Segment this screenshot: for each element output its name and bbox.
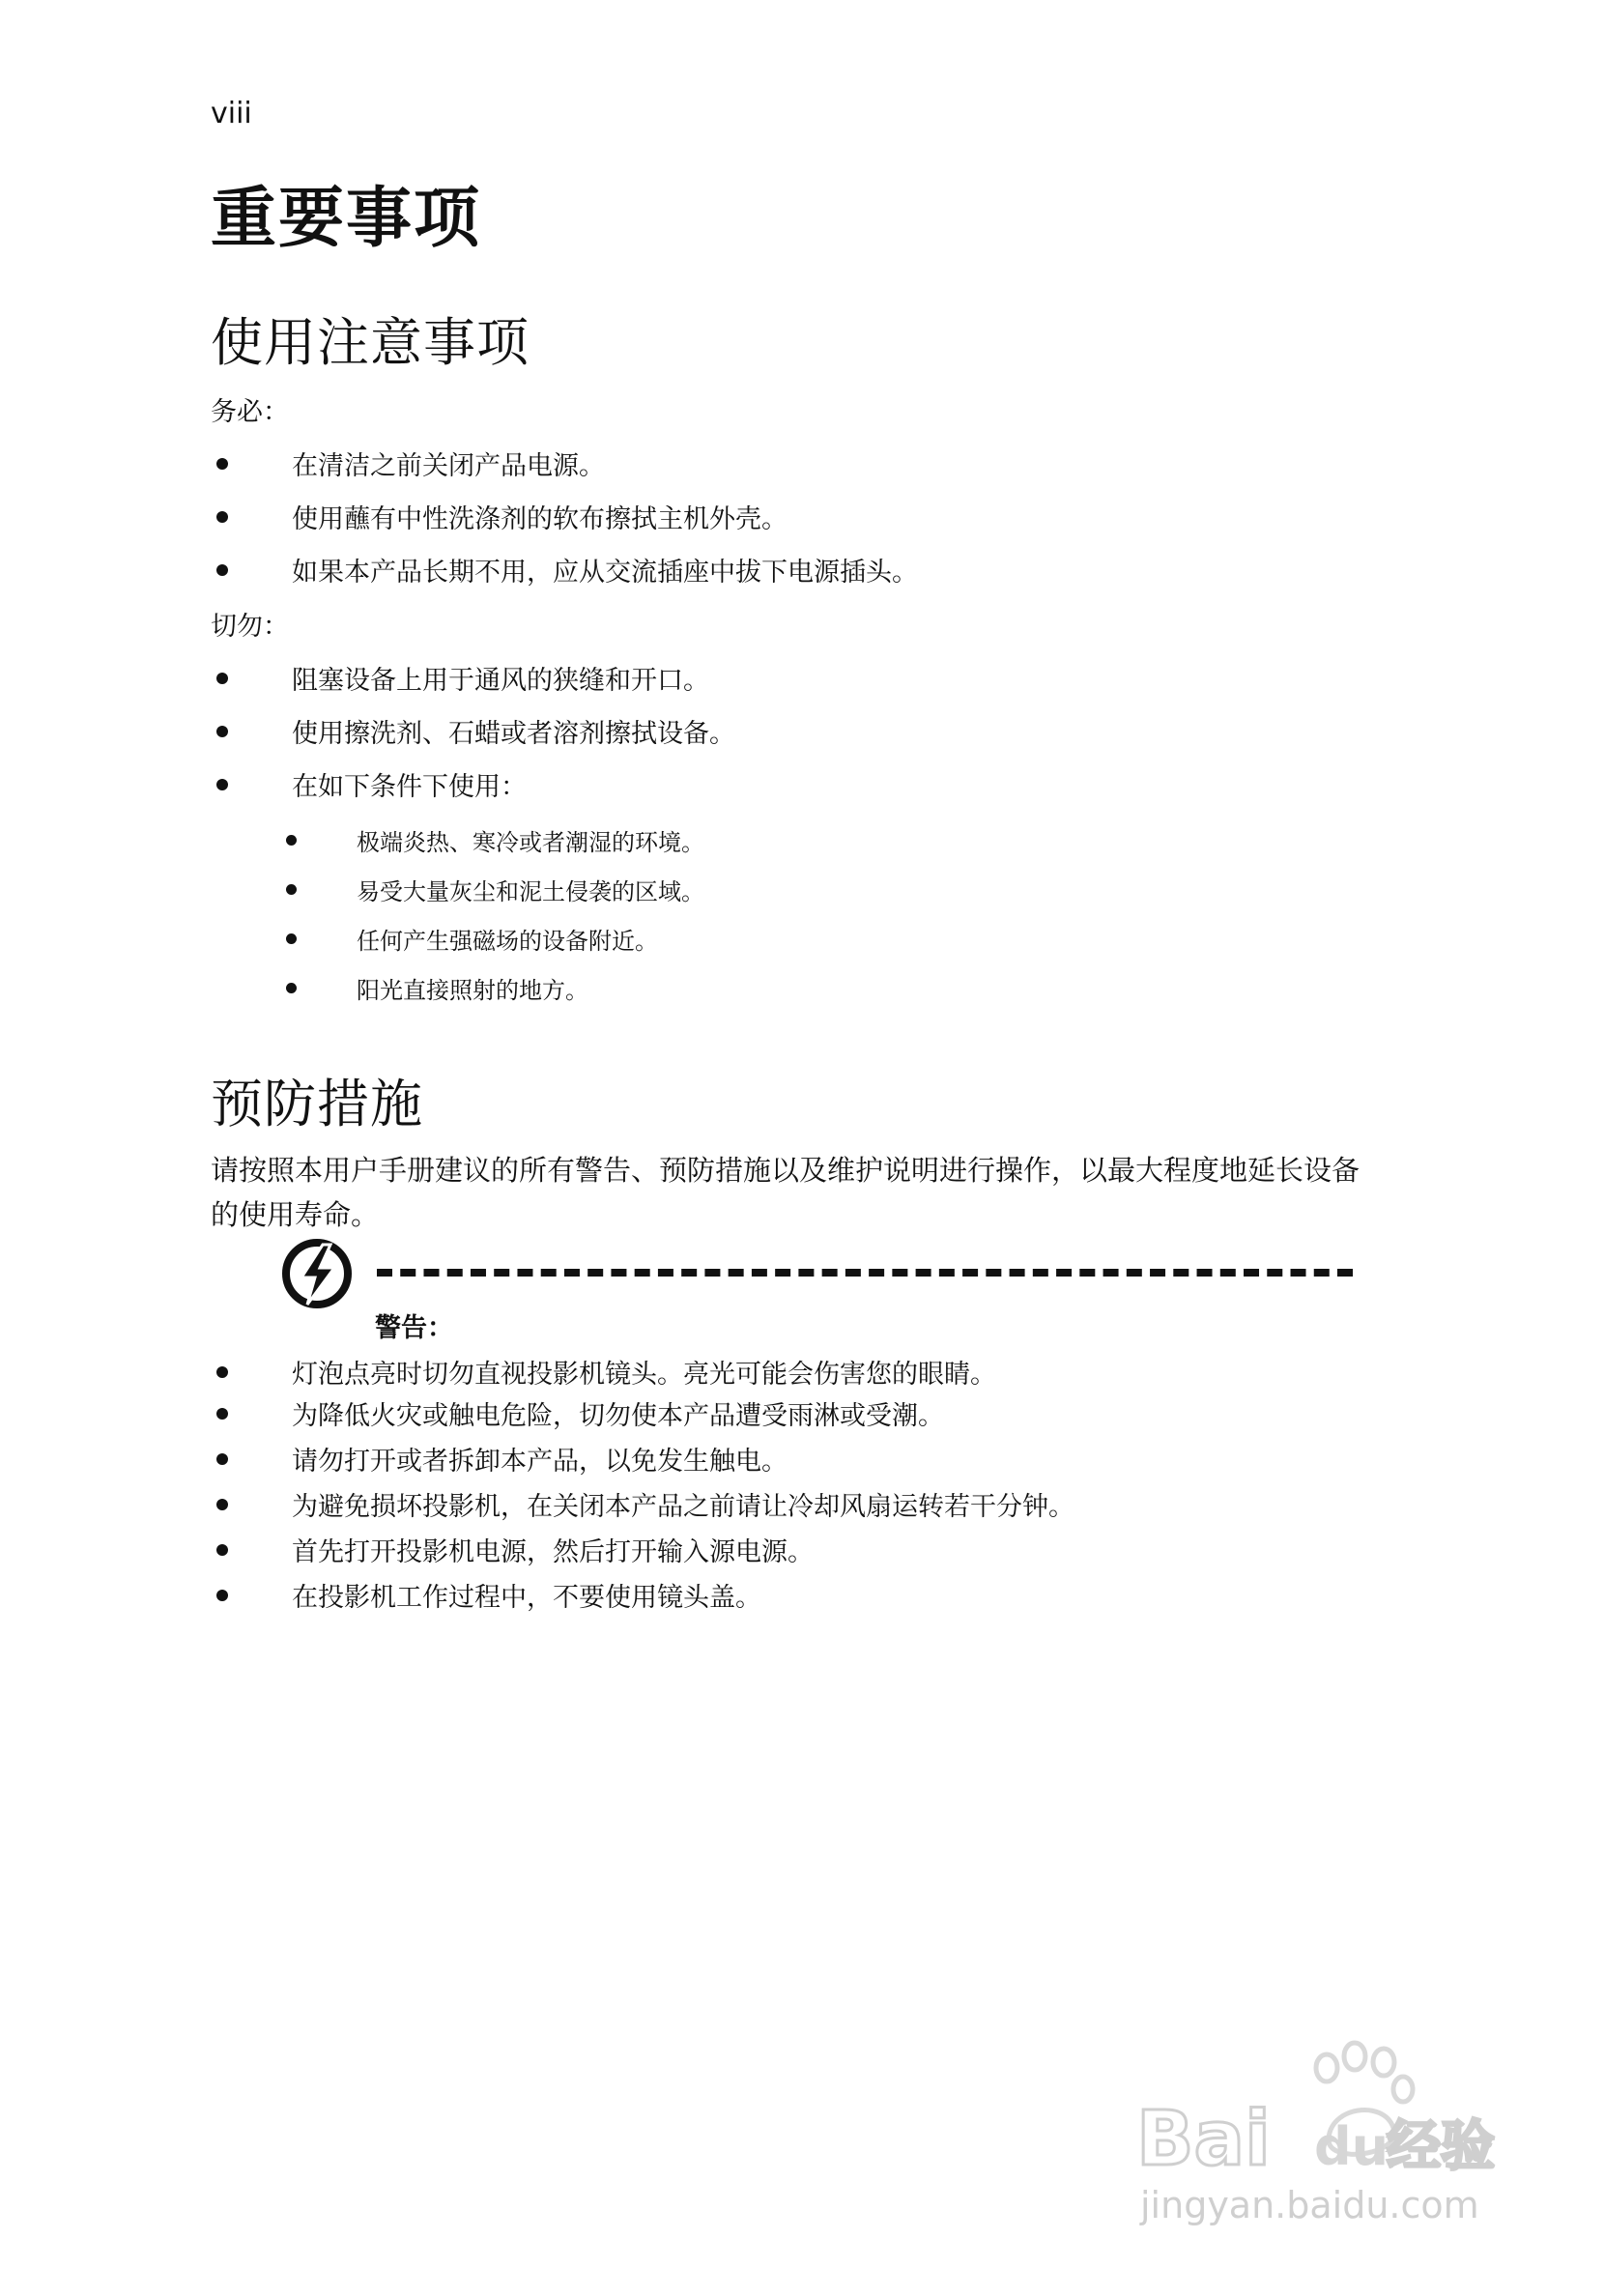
paw-toe bbox=[1373, 2049, 1394, 2076]
watermark-brand: Bai bbox=[1136, 2096, 1271, 2183]
warning-divider bbox=[377, 1269, 1353, 1277]
warning-item: 请勿打开或者拆卸本产品，以免发生触电。 bbox=[211, 1440, 788, 1478]
watermark-url: jingyan.baidu.com bbox=[1140, 2184, 1479, 2226]
paw-toe bbox=[1316, 2054, 1337, 2081]
warning-item: 在投影机工作过程中，不要使用镜头盖。 bbox=[211, 1576, 761, 1614]
watermark-brand-cn: 经验 bbox=[1387, 2115, 1495, 2178]
bullet bbox=[216, 564, 228, 576]
paw-toe bbox=[1393, 2077, 1413, 2102]
sub-list-item: 任何产生强磁场的设备附近。 bbox=[280, 922, 658, 956]
warning-item: 为避免损坏投影机，在关闭本产品之前请让冷却风扇运转若干分钟。 bbox=[211, 1485, 1074, 1523]
must-label: 务必： bbox=[211, 397, 289, 427]
list-item: 在如下条件下使用： bbox=[211, 765, 527, 803]
precautions-intro: 请按照本用户手册建议的所有警告、预防措施以及维护说明进行操作，以最大程度地延长设备的使用寿命。 bbox=[211, 1154, 1361, 1231]
bullet bbox=[286, 933, 297, 944]
bullet bbox=[286, 884, 297, 895]
list-item: 在清洁之前关闭产品电源。 bbox=[211, 445, 605, 482]
sub-list-item: 阳光直接照射的地方。 bbox=[280, 971, 588, 1005]
bullet bbox=[286, 835, 297, 846]
bullet bbox=[216, 458, 228, 470]
bullet bbox=[216, 1453, 228, 1465]
sub-list-item: 易受大量灰尘和泥土侵袭的区域。 bbox=[280, 873, 704, 906]
page-number: viii bbox=[211, 97, 252, 130]
bullet bbox=[216, 1366, 228, 1378]
list-item: 如果本产品长期不用，应从交流插座中拔下电源插头。 bbox=[211, 551, 918, 588]
paw-toe bbox=[1344, 2043, 1365, 2070]
bullet bbox=[216, 511, 228, 523]
sub-list-item: 极端炎热、寒冷或者潮湿的环境。 bbox=[280, 823, 704, 857]
bullet bbox=[216, 726, 228, 737]
bullet bbox=[216, 673, 228, 684]
page-title: 重要事项 bbox=[211, 181, 482, 257]
usage-heading: 使用注意事项 bbox=[211, 312, 530, 373]
warning-item: 为降低火灾或触电危险，切勿使本产品遭受雨淋或受潮。 bbox=[211, 1394, 944, 1432]
precautions-heading: 预防措施 bbox=[211, 1074, 423, 1134]
mustnot-label: 切勿： bbox=[211, 612, 289, 642]
list-item: 使用擦洗剂、石蜡或者溶剂擦拭设备。 bbox=[211, 712, 735, 750]
baidu-watermark bbox=[1131, 2039, 1507, 2232]
bullet bbox=[286, 983, 297, 993]
list-item: 使用蘸有中性洗涤剂的软布擦拭主机外壳。 bbox=[211, 498, 788, 535]
lightning-warning-icon bbox=[280, 1237, 354, 1310]
warning-item: 灯泡点亮时切勿直视投影机镜头。亮光可能会伤害您的眼睛。 bbox=[211, 1353, 996, 1391]
bullet bbox=[216, 1544, 228, 1556]
warning-label: 警告： bbox=[375, 1313, 453, 1343]
bullet bbox=[216, 1590, 228, 1601]
bullet bbox=[216, 1499, 228, 1510]
bullet bbox=[216, 1408, 228, 1420]
warning-item: 首先打开投影机电源，然后打开输入源电源。 bbox=[211, 1531, 814, 1568]
list-item: 阻塞设备上用于通风的狭缝和开口。 bbox=[211, 659, 709, 697]
bullet bbox=[216, 779, 228, 790]
watermark-brand-du: du bbox=[1314, 2116, 1389, 2177]
